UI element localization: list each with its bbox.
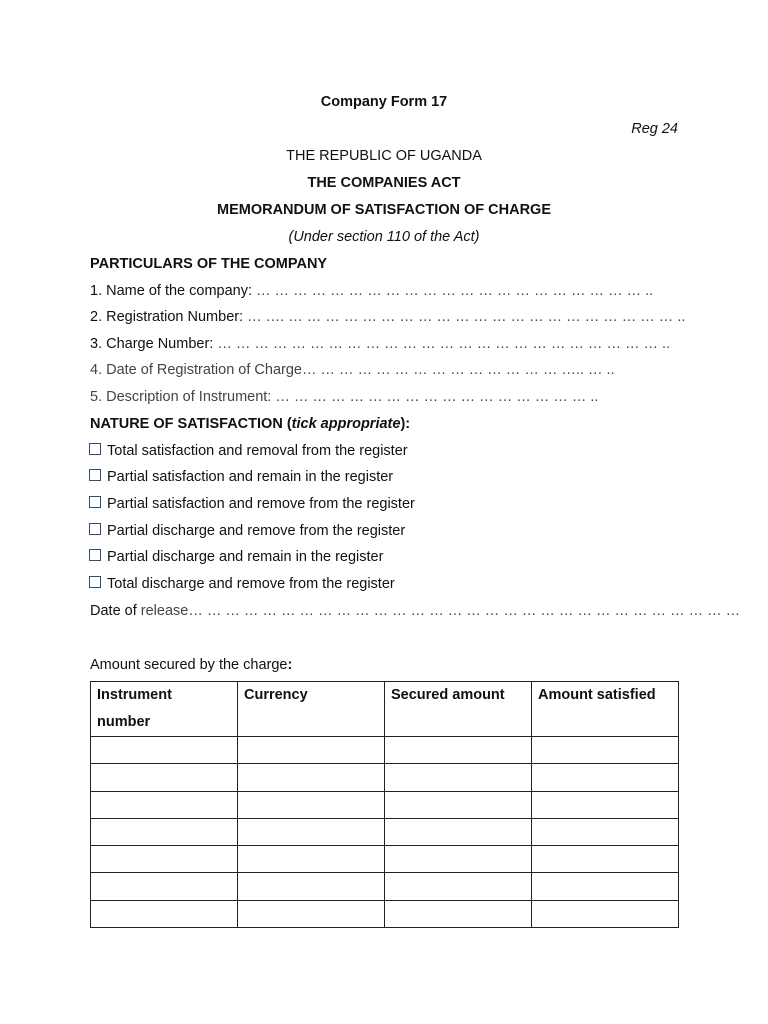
table-row — [91, 818, 679, 845]
table-cell[interactable] — [91, 900, 238, 927]
nature-heading-italic: tick appropriate — [291, 416, 401, 432]
table-cell[interactable] — [532, 791, 679, 818]
table-cell[interactable] — [238, 791, 385, 818]
table-row — [91, 764, 679, 791]
act-heading: THE COMPANIES ACT — [307, 175, 461, 191]
column-header — [91, 682, 238, 737]
option-label: Total satisfaction and removal from the register — [107, 443, 408, 459]
table-cell[interactable] — [91, 737, 238, 764]
table-header-row — [91, 682, 679, 737]
release-label: Date of — [90, 603, 141, 619]
table-cell[interactable] — [385, 737, 532, 764]
table-cell[interactable] — [385, 873, 532, 900]
table-cell[interactable] — [385, 791, 532, 818]
particulars-heading: PARTICULARS OF THE COMPANY — [90, 256, 328, 272]
particular-label: 5. Description of Instrument: — [90, 389, 272, 405]
option-label: Partial satisfaction and remove from the register — [107, 496, 415, 512]
particular-item-charge-number[interactable] — [90, 335, 670, 353]
reg-number: Reg 24 — [631, 121, 678, 137]
section-reference: (Under section 110 of the Act) — [288, 229, 480, 245]
particular-label: 2. Registration Number: — [90, 309, 244, 325]
table-cell[interactable] — [532, 900, 679, 927]
option-label: Partial satisfaction and remain in the register — [107, 469, 394, 485]
table-row — [91, 737, 679, 764]
fill-in-dots: … …. … … … … … … … … … … … … … … … … … … … … … .. — [243, 309, 686, 325]
table-cell[interactable] — [91, 818, 238, 845]
particular-item-description[interactable] — [90, 388, 598, 406]
particular-label: 3. Charge Number: — [90, 336, 214, 352]
nature-heading — [90, 415, 410, 433]
table-cell[interactable] — [532, 818, 679, 845]
table-row — [91, 873, 679, 900]
table-cell[interactable] — [238, 764, 385, 791]
form-title: Company Form 17 — [320, 94, 448, 110]
fill-in-dots: … … … … … … … … … … … … … … … … … … … … … … … … .. — [213, 336, 671, 352]
fill-in-dots: … … … … … … … … … … … … … … … … … … … … … .. — [252, 283, 654, 299]
table-cell[interactable] — [91, 873, 238, 900]
checkbox-partial-discharge-remove[interactable] — [89, 523, 101, 535]
amount-table — [90, 681, 679, 928]
column-header: Secured amount — [385, 682, 532, 737]
checkbox-partial-satisfaction-remove[interactable] — [89, 496, 101, 508]
column-header-text: Instrument number — [97, 687, 172, 730]
table-cell[interactable] — [238, 873, 385, 900]
table-cell[interactable] — [532, 873, 679, 900]
nature-heading-prefix: NATURE OF SATISFACTION ( — [90, 416, 292, 432]
table-cell[interactable] — [385, 818, 532, 845]
table-row — [91, 900, 679, 927]
option-label: Partial discharge and remove from the register — [107, 523, 406, 539]
republic-heading: THE REPUBLIC OF UGANDA — [286, 148, 482, 164]
fill-in-dots: … … … … … … … … … … … … … … … … … .. — [271, 389, 599, 405]
amount-label — [90, 656, 292, 674]
nature-heading-suffix: ): — [400, 416, 411, 432]
memo-heading: MEMORANDUM OF SATISFACTION OF CHARGE — [216, 202, 552, 218]
table-cell[interactable] — [532, 737, 679, 764]
option-label: Total discharge and remove from the register — [107, 576, 395, 592]
table-cell[interactable] — [238, 818, 385, 845]
amount-label-colon: : — [287, 657, 293, 673]
particular-item-registration[interactable] — [90, 308, 685, 326]
table-cell[interactable] — [238, 846, 385, 873]
table-cell[interactable] — [91, 764, 238, 791]
table-cell[interactable] — [385, 900, 532, 927]
particular-item-date[interactable] — [90, 361, 615, 379]
column-header: Currency — [238, 682, 385, 737]
table-cell[interactable] — [91, 791, 238, 818]
table-cell[interactable] — [385, 846, 532, 873]
amount-label-text: Amount secured by the charge — [90, 657, 288, 673]
table-row — [91, 846, 679, 873]
option-label: Partial discharge and remain in the register — [107, 549, 384, 565]
table-cell[interactable] — [532, 764, 679, 791]
particular-label: 1. Name of the company: — [90, 283, 252, 299]
checkbox-total-discharge[interactable] — [89, 576, 101, 588]
fill-in-dots: … … … … … … … … … … … … … … … … … … … … … … … … … … … … … … — [188, 603, 741, 619]
table-cell[interactable] — [91, 846, 238, 873]
table-cell[interactable] — [238, 900, 385, 927]
checkbox-partial-satisfaction-remain[interactable] — [89, 469, 101, 481]
fill-in-dots: … … … … … … … … … … … … … … ….. … .. — [301, 362, 615, 378]
release-date-field[interactable] — [90, 602, 740, 620]
column-header: Amount satisfied — [532, 682, 679, 737]
particular-label: 4. Date of Registration of Charge — [90, 362, 302, 378]
checkbox-total-satisfaction[interactable] — [89, 443, 101, 455]
release-word: release — [140, 603, 189, 619]
checkbox-partial-discharge-remain[interactable] — [89, 549, 101, 561]
table-row — [91, 791, 679, 818]
table-cell[interactable] — [532, 846, 679, 873]
table-cell[interactable] — [385, 764, 532, 791]
table-cell[interactable] — [238, 737, 385, 764]
particular-item-name[interactable] — [90, 282, 653, 300]
